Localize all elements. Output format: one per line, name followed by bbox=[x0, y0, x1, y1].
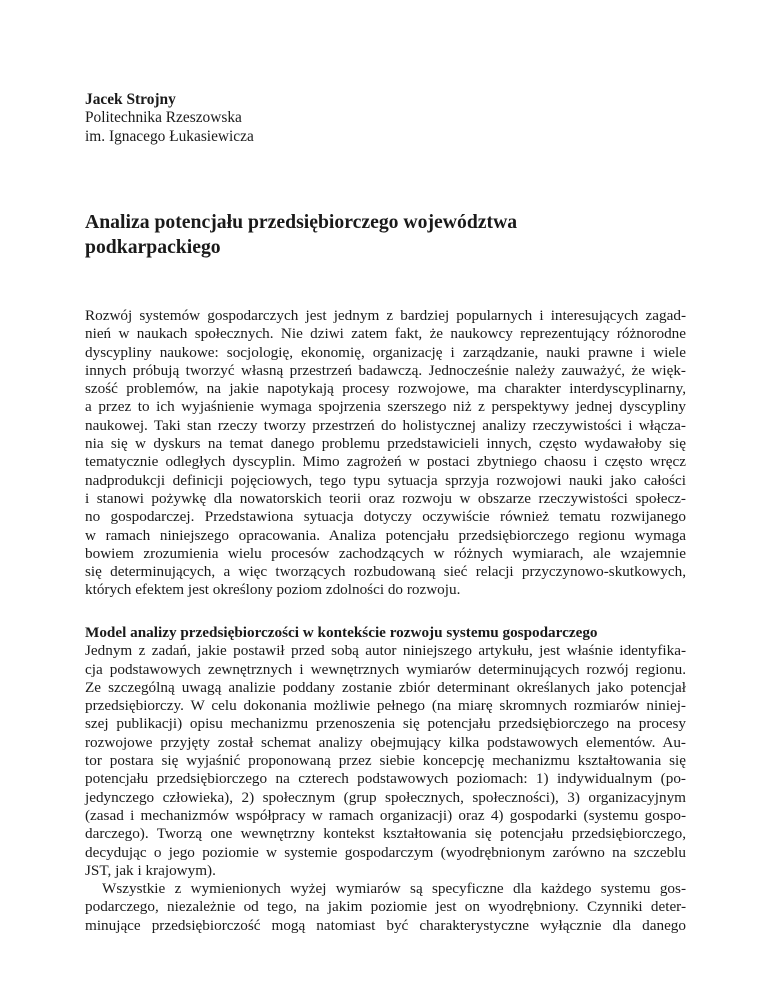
text-line: nień w naukach społecznych. Nie dziwi zatem fakt, że naukowcy reprezentujący różnorodne bbox=[85, 325, 686, 343]
text-line: no gospodarczej. Przedstawiona sytuacja dotyczy oczywiście również tematu rozwijanego bbox=[85, 508, 686, 526]
article-title bbox=[85, 210, 686, 259]
article-title-line2: podkarpackiego bbox=[85, 235, 221, 258]
text-line: decydując o jego poziomie w systemie gospodarczym (wyodrębnionym zarówno na szczeblu bbox=[85, 843, 686, 861]
intro-paragraph bbox=[85, 307, 686, 600]
text-line: minujące przedsiębiorczość mogą natomiast być charakterystyczne wyłącznie dla danego bbox=[85, 916, 686, 934]
text-line: Rozwój systemów gospodarczych jest jednym z bardziej popularnych i interesujących zagad- bbox=[85, 307, 686, 324]
text-line: Ze szczególną uwagą analizie poddany zostanie zbiór determinant określanych jako potencjał bbox=[85, 678, 686, 696]
text-line: jedynczego człowieka), 2) społecznym (grup społecznych, społeczności), 3) organizacyjnym bbox=[85, 788, 686, 806]
section-heading: Model analizy przedsiębiorczości w kontekście rozwoju systemu gospodarczego bbox=[85, 624, 598, 641]
author-name: Jacek Strojny bbox=[85, 91, 176, 108]
text-line: naukowej. Taki stan rzeczy tworzy przestrzeń do holistycznej analizy rzeczywistości i włącza- bbox=[85, 416, 686, 434]
section bbox=[85, 624, 686, 935]
text-line: rozwojowe przyjęty został schemat analizy obejmujący kilka podstawowych elementów. Au- bbox=[85, 733, 686, 751]
text-line: i stanowi pożywkę dla nowatorskich teorii oraz rozwoju w obszarze rzeczywistości społecz- bbox=[85, 489, 686, 507]
text-line: się determinujących, a więc tworzących rozbudowaną sieć relacji przyczynowo-skutkowych, bbox=[85, 563, 686, 581]
text-line: w ramach niniejszego opracowania. Analiza potencjału przedsiębiorczego regionu wymaga bbox=[85, 526, 686, 544]
text-line: cja podstawowych zewnętrznych i wewnętrznych wymiarów determinujących rozwój regionu. bbox=[85, 660, 686, 678]
text-line: podarczego, niezależnie od tego, na jakim poziomie jest on wyodrębniony. Czynniki deter- bbox=[85, 898, 686, 916]
text-line: tor postara się wyjaśnić proponowaną przez siebie koncepcję mechanizmu kształtowania się bbox=[85, 752, 686, 770]
text-line: a przez to ich wyjaśnienie wymaga spojrzenia szerszego niż z perspektywy jednej dyscypliny bbox=[85, 398, 686, 416]
text-line: tematycznie odległych dyscyplin. Mimo zagrożeń w postaci zbytniego chaosu i często wręcz bbox=[85, 453, 686, 471]
text-line: JST, jak i krajowym). bbox=[85, 861, 216, 879]
section-paragraph-2 bbox=[85, 880, 686, 935]
text-line: Wszystkie z wymienionych wyżej wymiarów są specyficzne dla każdego systemu gos- bbox=[102, 880, 686, 898]
text-line: Jednym z zadań, jakie postawił przed sobą autor niniejszego artykułu, jest właśnie identyfika- bbox=[85, 642, 686, 660]
text-line: dyscypliny naukowe: socjologię, ekonomię, organizację i zarządzanie, nauki prawne i wiele bbox=[85, 343, 686, 361]
article-title-line1: Analiza potencjału przedsiębiorczego województwa bbox=[85, 211, 518, 233]
text-line: bowiem zrozumienia wielu procesów zachodzących w różnych wymiarach, ale wzajemnie bbox=[85, 544, 686, 562]
text-line: darczego). Tworzą one wewnętrzny kontekst kształtowania się potencjału przedsiębiorczego, bbox=[85, 825, 686, 843]
text-line: szość problemów, na jakie napotykają procesy rozwojowe, ma charakter interdyscyplinarny, bbox=[85, 380, 686, 398]
text-line: nia się w dyskurs na temat danego problemu przedstawicieli innych, często wydawałoby się bbox=[85, 435, 686, 453]
text-line: innych próbują tworzyć własną przestrzeń badawczą. Jednocześnie należy zauważyć, że więk- bbox=[85, 361, 686, 379]
author-block bbox=[85, 91, 254, 146]
text-line: potencjału przedsiębiorczego na czterech podstawowych poziomach: 1) indywidualnym (po- bbox=[85, 770, 686, 788]
text-line: przedsiębiorczy. W celu dokonania możliwie pełnego (na miarę skromnych rozmiarów niniej- bbox=[85, 697, 686, 715]
author-affiliation-line2: im. Ignacego Łukasiewicza bbox=[85, 127, 254, 145]
text-line: (zasad i mechanizmów współpracy w ramach organizacji) oraz 4) gospodarki (systemu gospo- bbox=[85, 806, 686, 824]
text-line: szej publikacji) opisu mechanizmu przenoszenia się potencjału przedsiębiorczego na procesy bbox=[85, 715, 686, 733]
author-affiliation-line1: Politechnika Rzeszowska bbox=[85, 109, 242, 127]
section-paragraph-1 bbox=[85, 642, 686, 880]
text-line: nadprodukcji definicji pojęciowych, tego typu sytuacja sprzyja rozwojowi nauki jako całości bbox=[85, 471, 686, 489]
text-line: których efektem jest określony poziom zdolności do rozwoju. bbox=[85, 581, 461, 599]
